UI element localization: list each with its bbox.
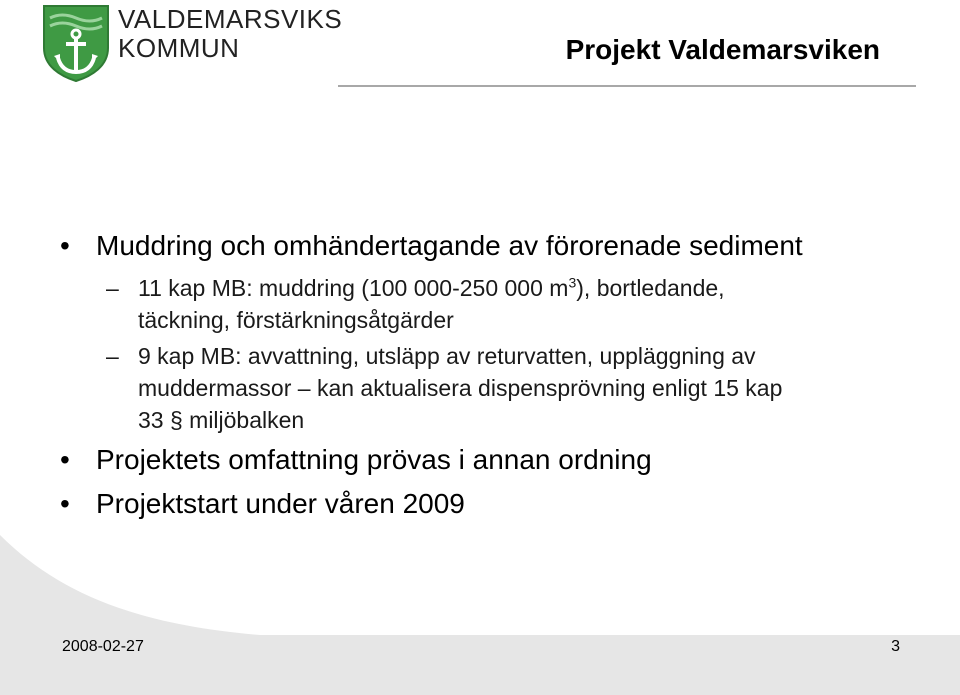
- bullet-text: Projektstart under våren 2009: [96, 488, 465, 519]
- sub-bullet-text: 9 kap MB: avvattning, utsläpp av returvatten, uppläggning av: [138, 343, 756, 369]
- sub-bullet-text: muddermassor – kan aktualisera dispensprövning enligt 15 kap: [138, 375, 783, 401]
- sub-bullet-text: ), bortledande,: [576, 275, 725, 301]
- bullet-icon: •: [60, 230, 70, 261]
- footer-swoosh: [0, 535, 960, 695]
- sub-bullet-text: 11 kap MB: muddring (100 000-250 000 m: [138, 275, 569, 301]
- slide-title: Projekt Valdemarsviken: [565, 34, 880, 65]
- bullet-text: Projektets omfattning prövas i annan ordning: [96, 444, 652, 475]
- title-divider: [338, 85, 916, 87]
- dash-icon: –: [106, 275, 119, 301]
- sub-bullet-item: [60, 340, 940, 436]
- slide-content: [60, 228, 940, 530]
- bullet-text: Muddring och omhändertagande av förorenade sediment: [96, 230, 803, 261]
- sub-bullet-text: täckning, förstärkningsåtgärder: [138, 307, 454, 333]
- bullet-item: [60, 442, 940, 478]
- sub-bullet-text: 33 § miljöbalken: [138, 407, 305, 433]
- municipality-logo: [42, 4, 342, 84]
- sub-bullet-item: [60, 272, 940, 336]
- page-number: 3: [891, 638, 900, 655]
- bullet-item: [60, 486, 940, 522]
- bullet-icon: •: [60, 444, 70, 475]
- dash-icon: –: [106, 343, 119, 369]
- anchor-shield-icon: [42, 4, 110, 82]
- footer-date: 2008-02-27: [62, 638, 144, 655]
- org-name-line1: VALDEMARSVIKS: [118, 4, 343, 34]
- bullet-item: [60, 228, 940, 264]
- superscript: 3: [568, 274, 577, 291]
- org-name-line2: KOMMUN: [118, 33, 240, 63]
- bullet-icon: •: [60, 488, 70, 519]
